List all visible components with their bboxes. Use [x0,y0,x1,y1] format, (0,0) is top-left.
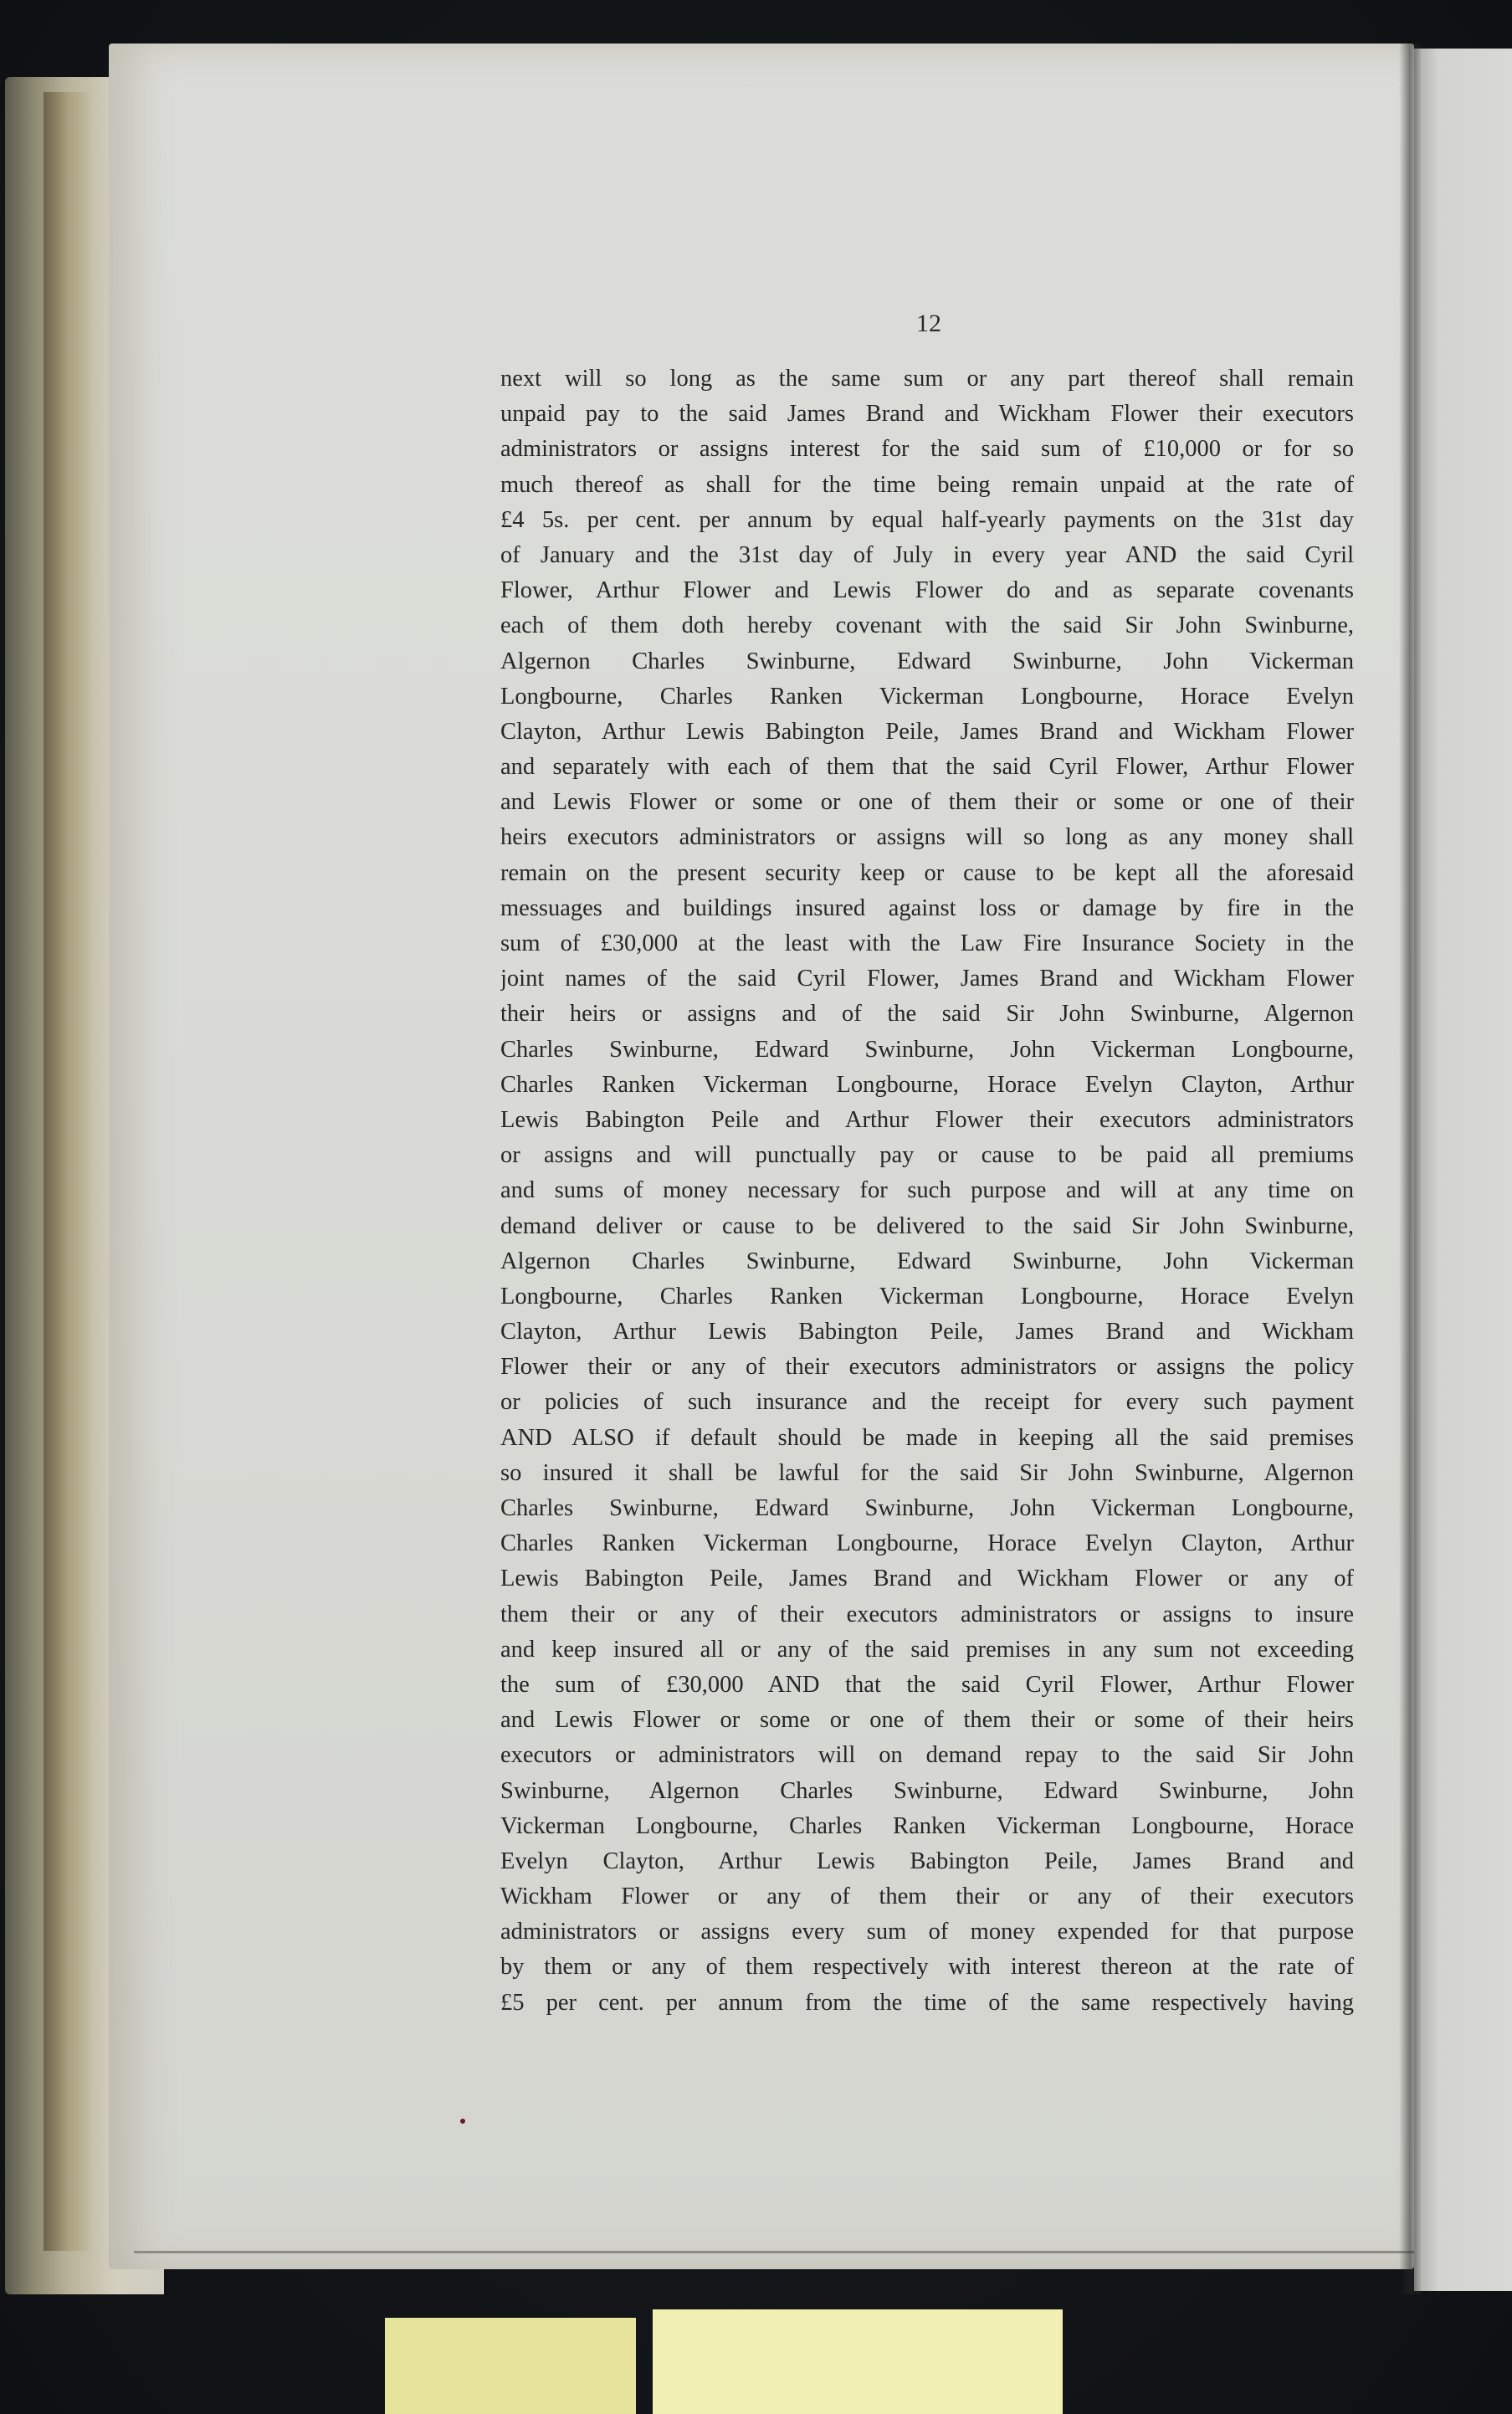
page-bottom-edge [134,2251,1414,2253]
text-line: their heirs or assigns and of the said Sir John Swinburne, Algernon [500,1001,1354,1028]
text-line: them their or any of their executors administrators or assigns to insure [500,1601,1354,1627]
yellow-tab-right [653,2309,1063,2414]
text-line: administrators or assigns every sum of money expended for that purpose [500,1919,1354,1945]
text-line: Charles Ranken Vickerman Longbourne, Horace Evelyn Clayton, Arthur [500,1071,1354,1098]
text-line: Lewis Babington Peile and Arthur Flower their executors administrators [500,1106,1354,1133]
text-line: Vickerman Longbourne, Charles Ranken Vickerman Longbourne, Horace [500,1812,1354,1839]
text-line: Charles Swinburne, Edward Swinburne, John Vickerman Longbourne, [500,1495,1354,1521]
text-line: and sums of money necessary for such purpose and will at any time on [500,1177,1354,1204]
text-line: Swinburne, Algernon Charles Swinburne, Edward Swinburne, John [500,1777,1354,1804]
text-line: and keep insured all or any of the said premises in any sum not exceeding [500,1636,1354,1663]
ink-mark [460,2119,465,2124]
text-line: Evelyn Clayton, Arthur Lewis Babington Peile, James Brand and [500,1848,1354,1874]
page-edge-shadow [44,92,94,2251]
text-line: £5 per cent. per annum from the time of the same respectively having [500,1989,1354,2016]
text-line: heirs executors administrators or assigns will so long as any money shall [500,824,1354,851]
text-line: Clayton, Arthur Lewis Babington Peile, James Brand and Wickham Flower [500,718,1354,745]
text-line: Longbourne, Charles Ranken Vickerman Longbourne, Horace Evelyn [500,1283,1354,1310]
text-line: Algernon Charles Swinburne, Edward Swinburne, John Vickerman [500,1248,1354,1274]
text-line: executors or administrators will on demand repay to the said Sir John [500,1742,1354,1769]
text-line: messuages and buildings insured against loss or damage by fire in the [500,894,1354,921]
text-line: of January and the 31st day of July in every year AND the said Cyril [500,541,1354,568]
text-line: AND ALSO if default should be made in keeping all the said premises [500,1424,1354,1451]
text-line: by them or any of them respectively with interest thereon at the rate of [500,1954,1354,1981]
text-line: Longbourne, Charles Ranken Vickerman Longbourne, Horace Evelyn [500,683,1354,710]
text-line: Lewis Babington Peile, James Brand and Wickham Flower or any of [500,1566,1354,1592]
text-line: Charles Ranken Vickerman Longbourne, Horace Evelyn Clayton, Arthur [500,1530,1354,1557]
text-line: and Lewis Flower or some or one of them their or some or one of their [500,789,1354,816]
text-line: and separately with each of them that the said Cyril Flower, Arthur Flower [500,754,1354,781]
text-line: Algernon Charles Swinburne, Edward Swinburne, John Vickerman [500,648,1354,674]
text-line: Wickham Flower or any of them their or any of their executors [500,1884,1354,1910]
page-gutter [1399,44,1421,2294]
text-line: administrators or assigns interest for the said sum of £10,000 or for so [500,436,1354,463]
text-line: £4 5s. per cent. per annum by equal half-yearly payments on the 31st day [500,506,1354,533]
text-line: much thereof as shall for the time being remain unpaid at the rate of [500,471,1354,498]
text-line: Charles Swinburne, Edward Swinburne, John Vickerman Longbourne, [500,1036,1354,1063]
text-line: demand deliver or cause to be delivered to the said Sir John Swinburne, [500,1212,1354,1239]
text-line: each of them doth hereby covenant with the said Sir John Swinburne, [500,612,1354,639]
text-line: Flower, Arthur Flower and Lewis Flower do and as separate covenants [500,577,1354,604]
text-line: next will so long as the same sum or any part thereof shall remain [500,366,1354,392]
text-line: the sum of £30,000 AND that the said Cyril Flower, Arthur Flower [500,1671,1354,1698]
text-line: Clayton, Arthur Lewis Babington Peile, James Brand and Wickham [500,1319,1354,1345]
text-line: sum of £30,000 at the least with the Law Fire Insurance Society in the [500,930,1354,956]
text-line: unpaid pay to the said James Brand and Wickham Flower their executors [500,401,1354,428]
page-number: 12 [916,310,941,337]
next-page-edge [1414,49,1512,2291]
text-line: and Lewis Flower or some or one of them their or some of their heirs [500,1707,1354,1734]
text-line: joint names of the said Cyril Flower, James Brand and Wickham Flower [500,966,1354,992]
body-text [500,361,1354,2021]
text-line: or policies of such insurance and the receipt for every such payment [500,1389,1354,1416]
text-line: Flower their or any of their executors administrators or assigns the policy [500,1354,1354,1381]
yellow-tab-left [385,2318,636,2414]
text-line: remain on the present security keep or cause to be kept all the aforesaid [500,859,1354,886]
text-line: or assigns and will punctually pay or cause to be paid all premiums [500,1142,1354,1169]
text-line: so insured it shall be lawful for the said Sir John Swinburne, Algernon [500,1459,1354,1486]
